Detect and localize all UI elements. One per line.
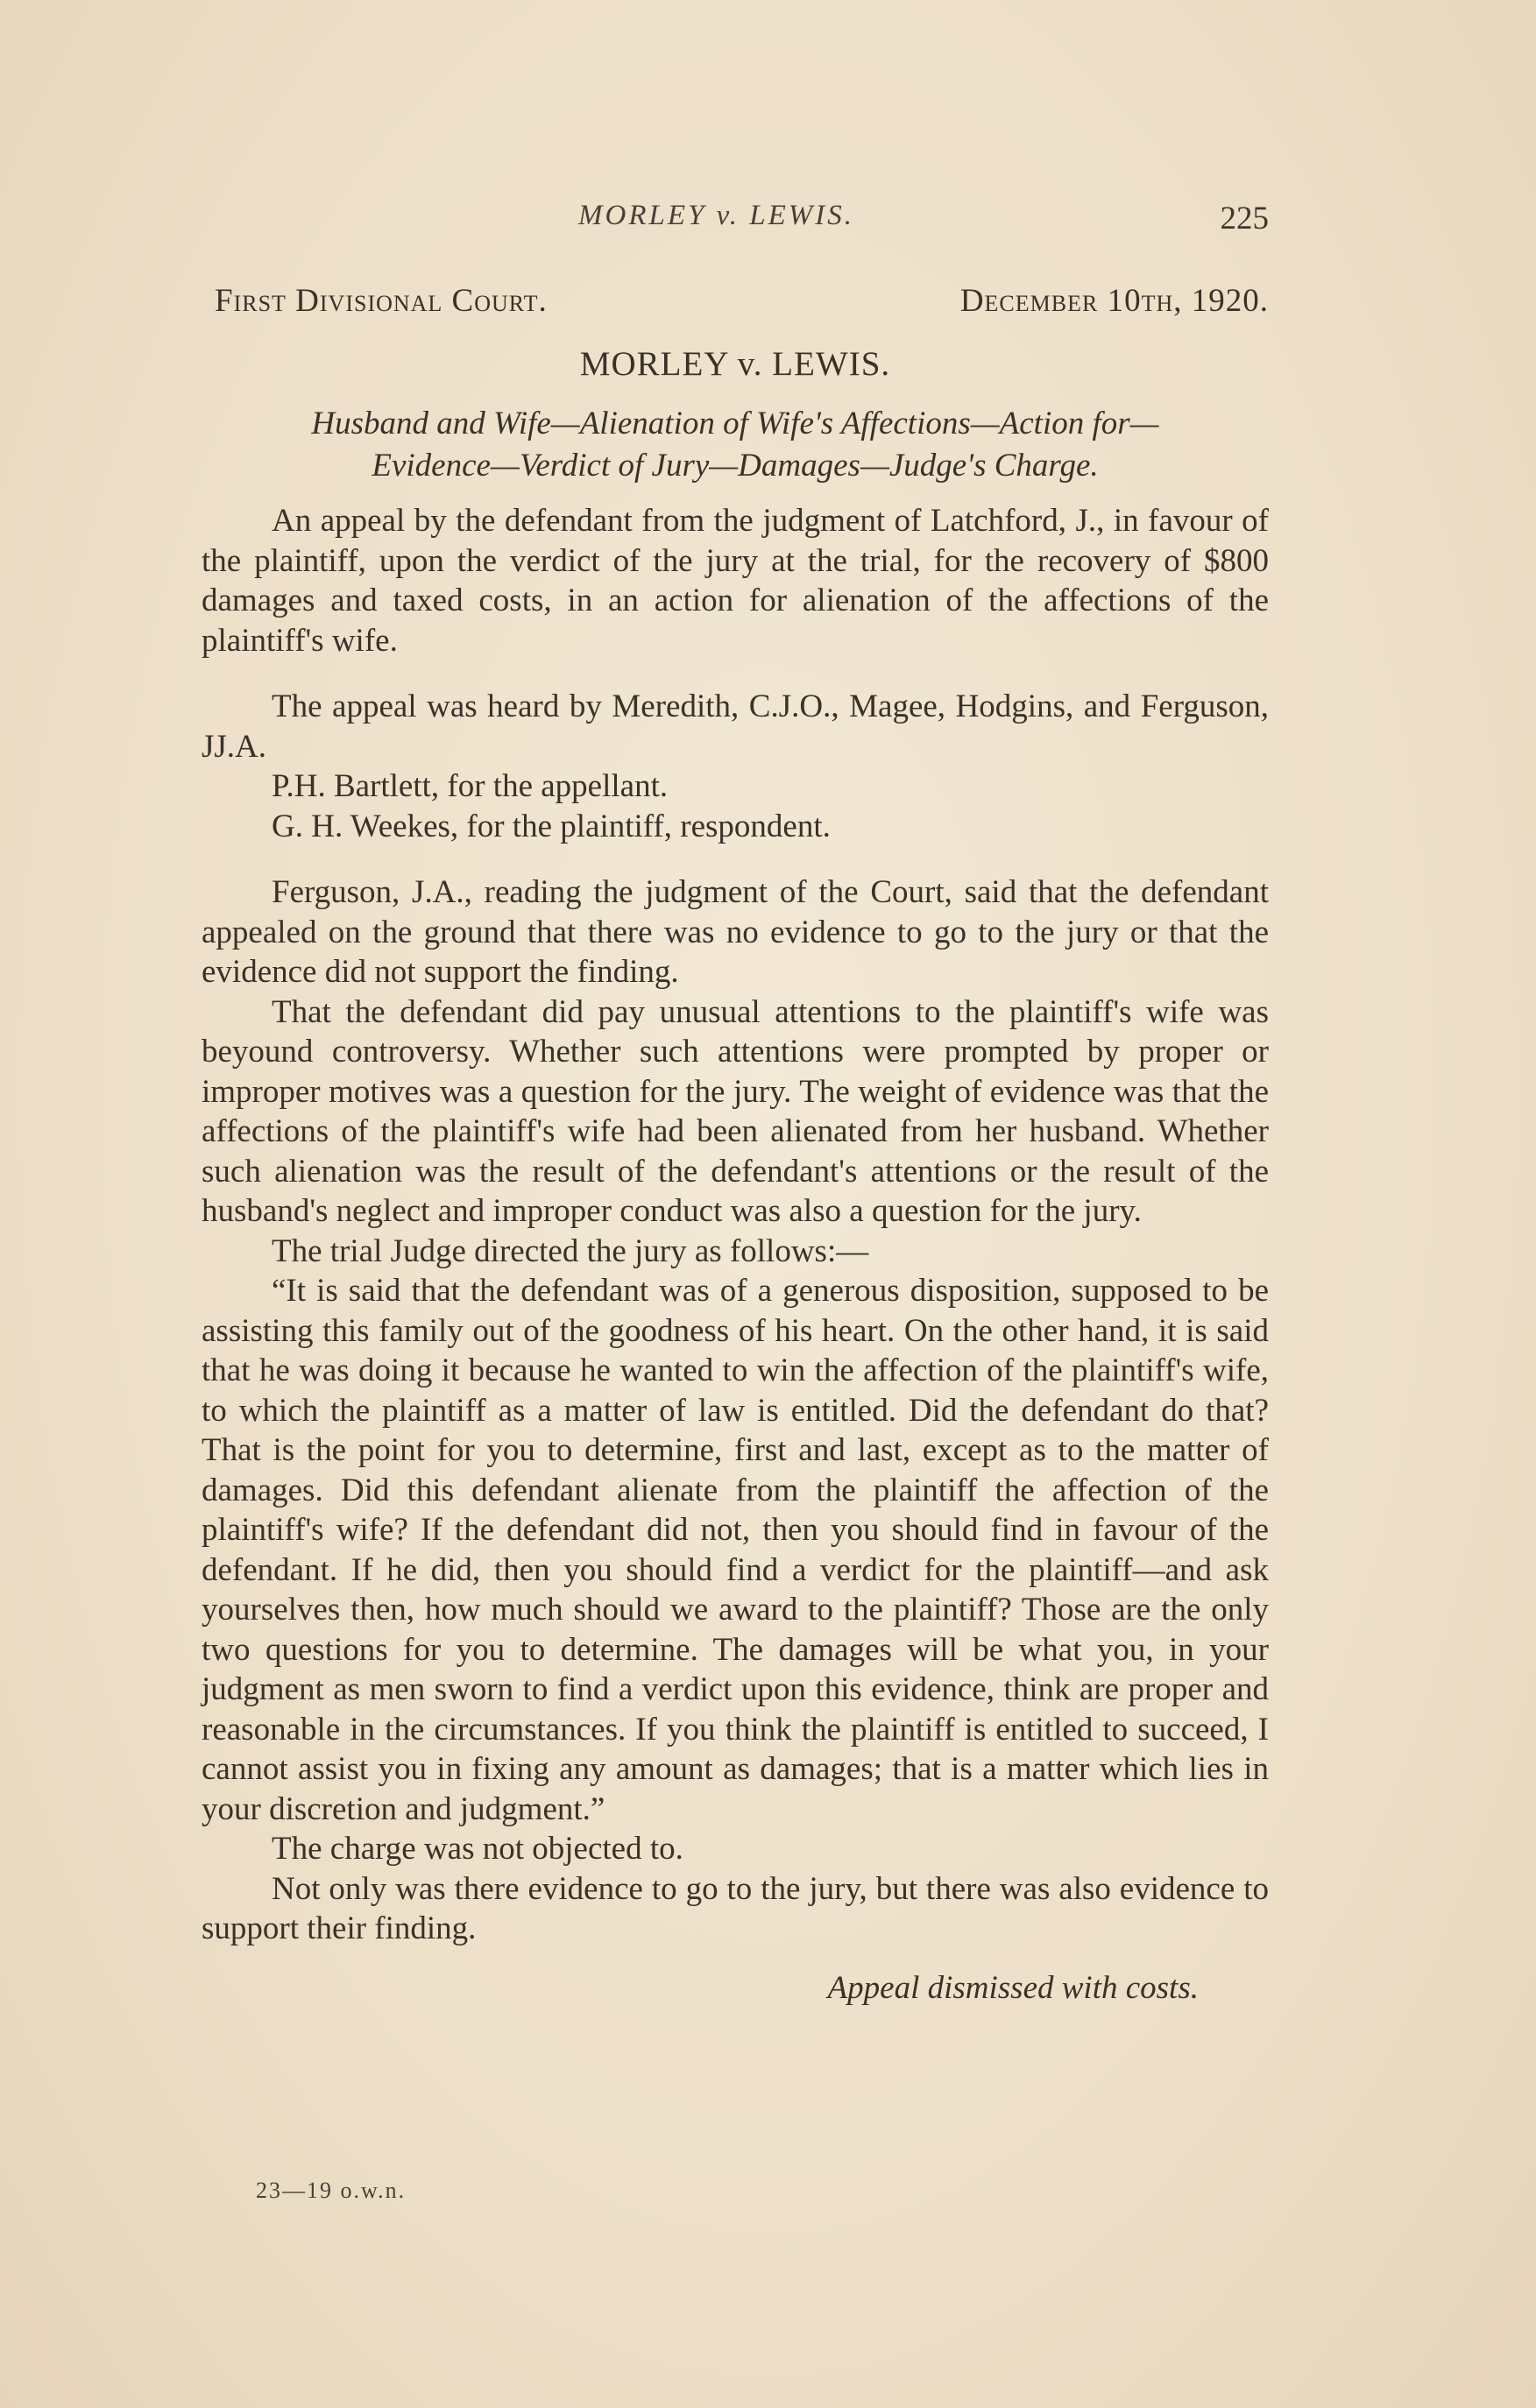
judgment-date: December 10th, 1920. <box>959 283 1269 319</box>
judgment-paragraph: The trial Judge directed the jury as follows:— <box>272 1232 869 1269</box>
running-head <box>202 200 1269 252</box>
running-head-title: MORLEY v. LEWIS. <box>578 200 855 231</box>
disposition: Appeal dismissed with costs. <box>827 1969 1199 2006</box>
appeal-summary-paragraph: An appeal by the defendant from the judgment of Latchford, J., in favour of the plaintiff, upon the verdict of the jury at the trial, for the recovery of $800 damages and taxed costs, in an action for alienation of the affections of the plaintiff's wife. <box>202 503 1269 659</box>
headnote-line: Evidence—Verdict of Jury—Damages—Judge's Charge. <box>372 448 1099 484</box>
jury-charge-quote: “It is said that the defendant was of a generous disposition, supposed to be assisting this family out of the goodness of his heart. On the other hand, it is said that he was doing it because he wanted to win the affection of the plaintiff's wife, to which the plaintiff as a matter of law is entitled. Did the defendant do that? That is the point for you to determine, first and last, except as to the matter of damages. Did this defendant alienate from the plaintiff the affection of the plaintiff's wife? If the defendant did not, then you should find in favour of the defendant. If he did, then you should find a verdict for the plaintiff—and ask yourselves then, how much should we award to the plaintiff? Those are the only two questions for you to determine. The damages will be what you, in your judgment as men sworn to find a verdict upon this evidence, think are proper and reasonable in the circumstances. If you think the plaintiff is entitled to succeed, I cannot assist you in fixing any amount as damages; that is a matter which lies in your discretion and judgment.” <box>202 1273 1269 1827</box>
judgment-paragraph: The charge was not objected to. <box>272 1831 683 1867</box>
judgment-paragraph: That the defendant did pay unusual attentions to the plaintiff's wife was beyound controversy. Whether such attentions were prompted by proper or improper motives was a question for the jury. The weight of evidence was that the affections of the plaintiff's wife had been alienated from her husband. Whether such alienation was the result of the defendant's attentions or the result of the husband's neglect and improper conduct was also a question for the jury. <box>202 993 1269 1229</box>
panel-paragraph: The appeal was heard by Meredith, C.J.O., Magee, Hodgins, and Ferguson, JJ.A. <box>202 689 1269 765</box>
headnote <box>202 403 1269 487</box>
judgment-paragraph: Ferguson, J.A., reading the judgment of the Court, said that the defendant appealed on the ground that there was no evidence to go to the jury or that the evidence did not support the finding. <box>202 874 1269 990</box>
counsel-respondent: G. H. Weekes, for the plaintiff, respondent. <box>272 808 831 844</box>
footer-signature: 23—19 o.w.n. <box>256 2178 407 2203</box>
court-line <box>202 282 1269 335</box>
judgment-paragraph: Not only was there evidence to go to the jury, but there was also evidence to support their finding. <box>202 1870 1269 1946</box>
judgment-body <box>202 501 1269 2008</box>
page-number: 225 <box>1220 201 1269 237</box>
counsel-appellant: P.H. Bartlett, for the appellant. <box>272 768 669 804</box>
headnote-line: Husband and Wife—Alienation of Wife's Affections—Action for— <box>311 406 1159 441</box>
court-name: First Divisional Court. <box>215 283 548 319</box>
case-title: MORLEY v. LEWIS. <box>579 345 891 383</box>
